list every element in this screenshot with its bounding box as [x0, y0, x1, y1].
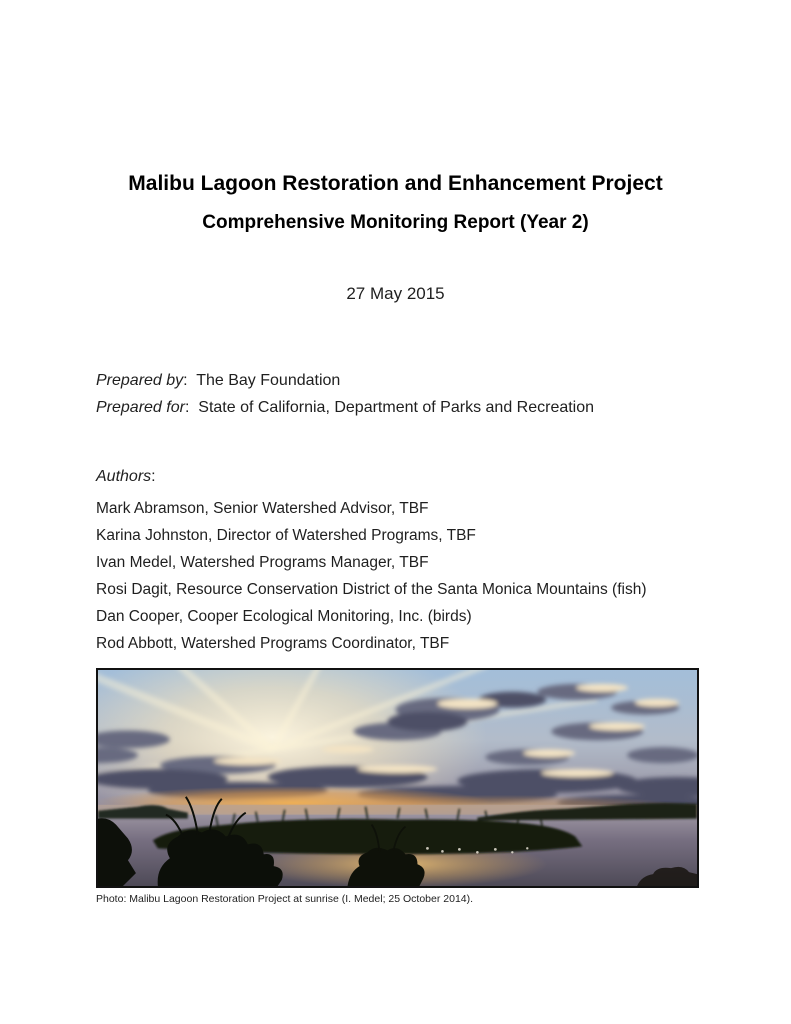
author-line: Rod Abbott, Watershed Programs Coordinator, TBF: [96, 635, 450, 652]
cover-photo-frame: [96, 668, 699, 888]
author-line: Rosi Dagit, Resource Conservation District of the Santa Monica Mountains (fish): [96, 581, 647, 598]
report-title: Malibu Lagoon Restoration and Enhancement Project: [128, 172, 663, 195]
report-date: 27 May 2015: [346, 284, 445, 303]
prepared-by-value: : The Bay Foundation: [183, 372, 341, 389]
author-line: Ivan Medel, Watershed Programs Manager, TBF: [96, 554, 429, 571]
authors-heading-label: Authors: [96, 468, 152, 485]
authors-list: [96, 495, 647, 657]
prepared-by-label: Prepared by: [96, 372, 184, 389]
authors-heading-colon: :: [151, 468, 156, 485]
authors-heading: [96, 468, 156, 486]
prepared-for-label: Prepared for: [96, 399, 185, 416]
prepared-for-line: [96, 399, 594, 417]
lagoon-sunrise-photo: [98, 670, 697, 886]
author-line: Karina Johnston, Director of Watershed Programs, TBF: [96, 527, 476, 544]
report-subtitle: Comprehensive Monitoring Report (Year 2): [202, 212, 589, 233]
author-line: Dan Cooper, Cooper Ecological Monitoring, Inc. (birds): [96, 608, 472, 625]
prepared-by-line: [96, 372, 340, 390]
photo-caption: Photo: Malibu Lagoon Restoration Project at sunrise (I. Medel; 25 October 2014).: [96, 893, 474, 905]
author-line: Mark Abramson, Senior Watershed Advisor, TBF: [96, 500, 429, 517]
prepared-for-value: : State of California, Department of Parks and Recreation: [184, 399, 595, 416]
